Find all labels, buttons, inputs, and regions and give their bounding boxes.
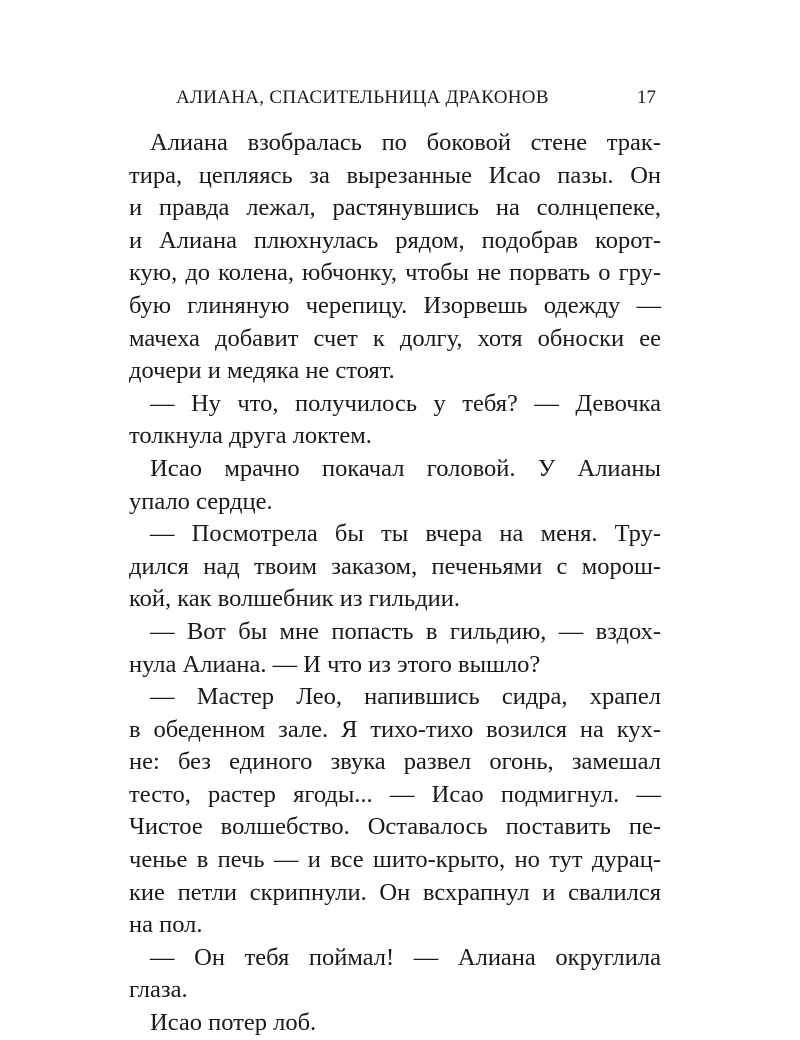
text-line: Чистое волшебство. Оставалось поставить пе- bbox=[129, 813, 661, 841]
text-line: ченье в печь — и все шито-крыто, но тут дурац- bbox=[129, 846, 661, 874]
text-line: — Вот бы мне попасть в гильдию, — вздох- bbox=[150, 617, 661, 645]
text-line: Алиана взобралась по боковой стене трак- bbox=[150, 129, 661, 156]
page-number: 17 bbox=[637, 87, 656, 108]
text-line: толкнула друга локтем. bbox=[129, 422, 372, 450]
book-title: АЛИАНА, СПАСИТЕЛЬНИЦА ДРАКОНОВ bbox=[176, 87, 549, 108]
text-line: Исао потер лоб. bbox=[150, 1009, 317, 1037]
text-line: кой, как волшебник из гильдии. bbox=[129, 585, 461, 613]
text-line: — Ну что, получилось у тебя? — Девочка bbox=[150, 389, 661, 417]
text-line: в обеденном зале. Я тихо-тихо возился на кух- bbox=[129, 715, 661, 743]
text-line: дился над твоим заказом, печеньями с морош- bbox=[129, 552, 661, 580]
body-text bbox=[129, 127, 661, 1040]
text-line: на пол. bbox=[129, 911, 203, 939]
text-line: и правда лежал, растянувшись на солнцепеке, bbox=[129, 194, 661, 222]
text-line: бую глиняную черепицу. Изорвешь одежду — bbox=[129, 291, 661, 319]
text-line: тира, цепляясь за вырезанные Исао пазы. Он bbox=[129, 161, 661, 189]
text-line: кую, до колена, юбчонку, чтобы не порвать о гру- bbox=[129, 259, 661, 287]
text-line: и Алиана плюхнулась рядом, подобрав корот- bbox=[129, 226, 661, 254]
text-line: мачеха добавит счет к долгу, хотя обноски ее bbox=[129, 324, 661, 352]
text-line: не: без единого звука развел огонь, замешал bbox=[129, 748, 661, 776]
text-line: нула Алиана. — И что из этого вышло? bbox=[129, 650, 541, 678]
text-line: — Он тебя поймал! — Алиана округлила bbox=[150, 943, 661, 971]
text-line: кие петли скрипнули. Он всхрапнул и свалился bbox=[129, 878, 661, 906]
text-line: дочери и медяка не стоят. bbox=[129, 357, 395, 385]
running-head bbox=[176, 87, 656, 115]
text-line: глаза. bbox=[129, 976, 188, 1004]
text-line: упало сердце. bbox=[129, 487, 273, 515]
text-line: тесто, растер ягоды... — Исао подмигнул. — bbox=[129, 780, 661, 808]
text-line: Исао мрачно покачал головой. У Алианы bbox=[150, 454, 661, 482]
text-line: — Посмотрела бы ты вчера на меня. Тру- bbox=[150, 520, 661, 548]
text-line: — Мастер Лео, напившись сидра, храпел bbox=[150, 683, 661, 711]
